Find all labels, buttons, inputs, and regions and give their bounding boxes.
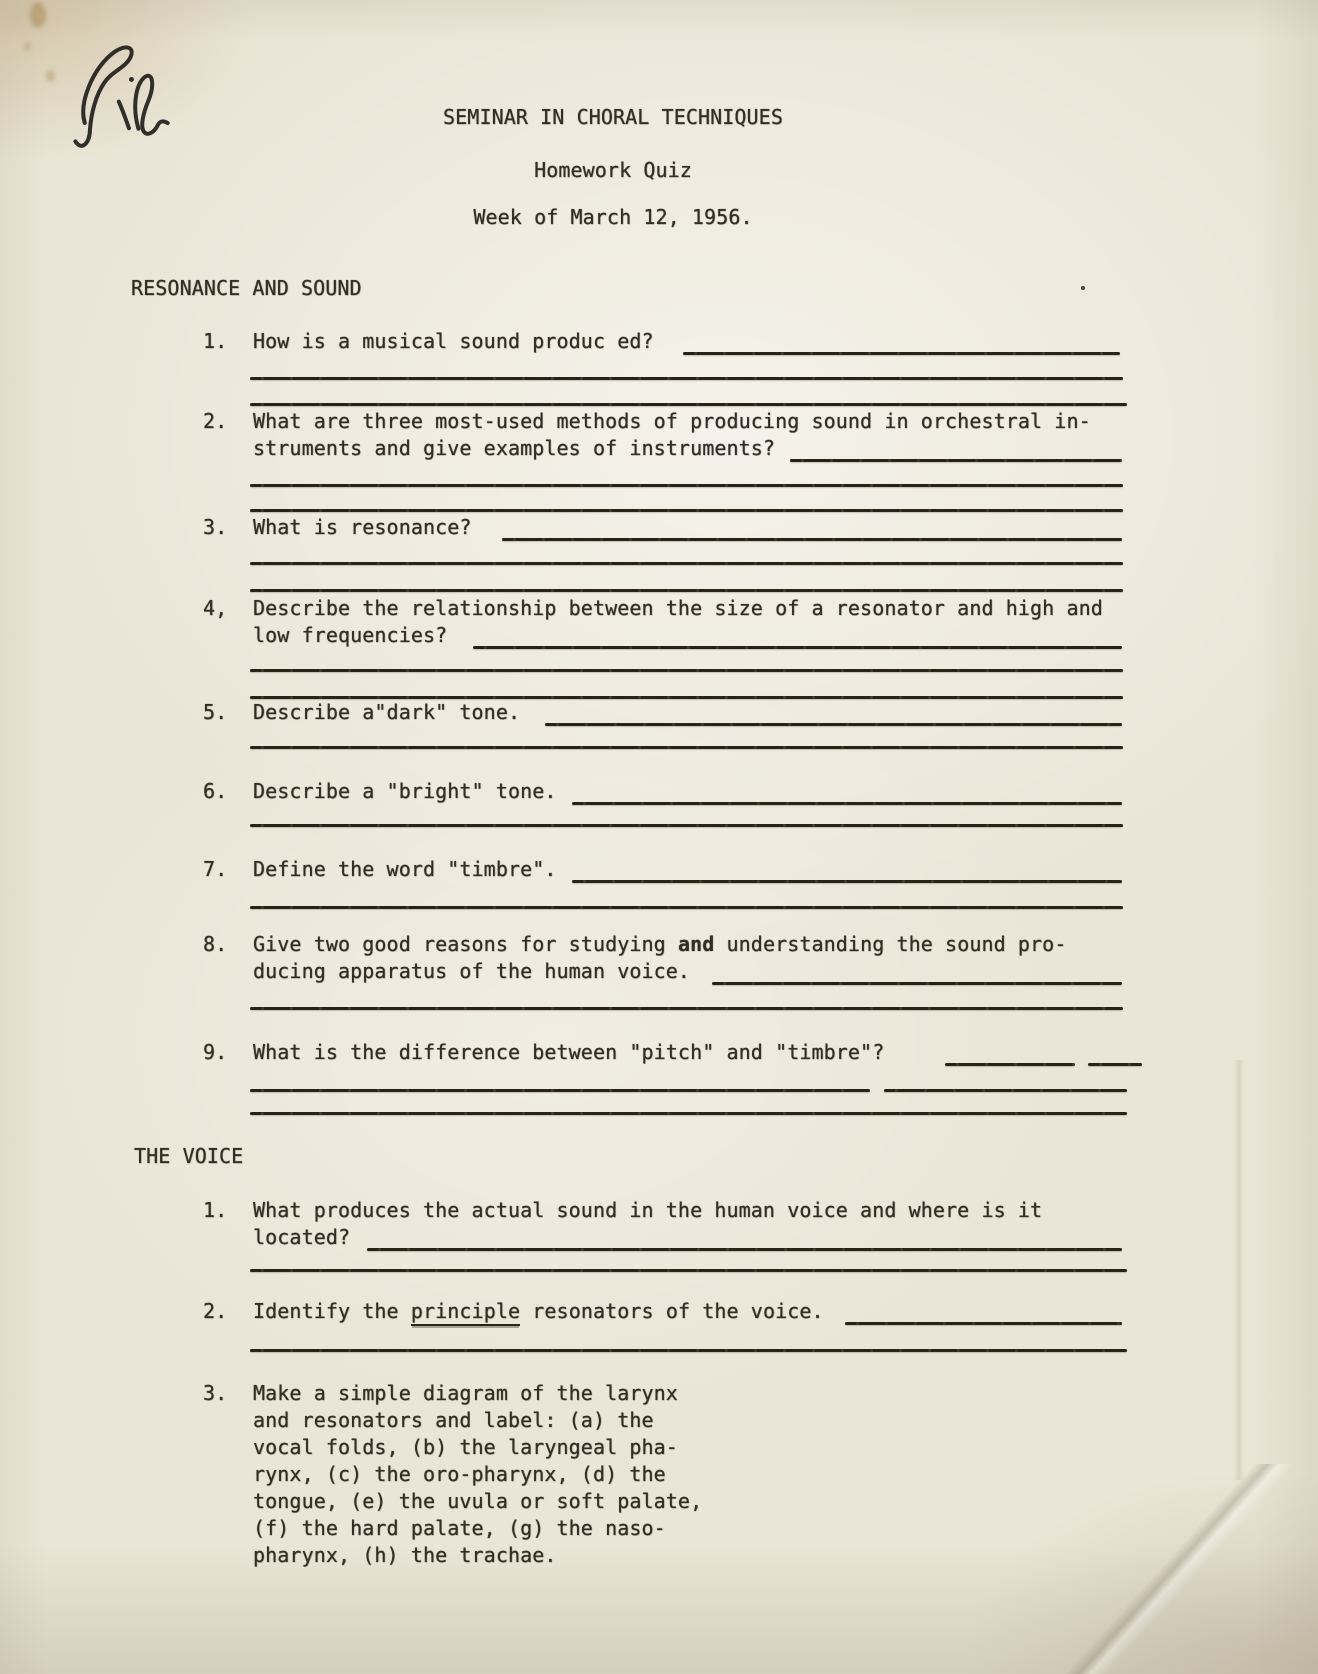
question-text: ducing apparatus of the human voice.	[253, 959, 691, 983]
answer-line	[250, 484, 1123, 487]
document-subtitle: Homework Quiz	[534, 158, 692, 182]
question-number: 8.	[203, 932, 228, 956]
question-number: 3.	[203, 515, 228, 539]
answer-line	[250, 1269, 1127, 1272]
question-text: struments and give examples of instruments?	[253, 436, 776, 460]
edge-crease	[1234, 1060, 1244, 1480]
answer-line	[473, 646, 1122, 649]
answer-line	[250, 1349, 1127, 1352]
section-heading: RESONANCE AND SOUND	[131, 276, 362, 300]
answer-line	[884, 1089, 1127, 1092]
question-number: 4,	[203, 596, 228, 620]
answer-line	[250, 669, 1123, 672]
paper-stain	[24, 42, 31, 51]
answer-line	[250, 696, 1123, 699]
answer-line	[545, 723, 1122, 726]
question-text: rynx, (c) the oro-pharynx, (d) the	[253, 1462, 666, 1486]
question-text-pre: Give two good reasons for studying	[253, 932, 678, 956]
document-title: SEMINAR IN CHORAL TECHNIQUES	[443, 105, 783, 129]
question-text-bold: and	[677, 932, 715, 956]
document-header	[0, 106, 1226, 128]
question-number: 6.	[203, 779, 228, 803]
question-number: 7.	[203, 857, 228, 881]
ink-speck	[1081, 286, 1085, 290]
question-text: What is resonance?	[253, 515, 472, 539]
answer-line	[250, 403, 1127, 406]
answer-line	[945, 1063, 1075, 1066]
answer-line	[250, 562, 1123, 565]
answer-line	[502, 538, 1122, 541]
question-number: 2.	[203, 409, 228, 433]
handwritten-file-annotation	[60, 26, 199, 165]
answer-line	[790, 459, 1122, 462]
answer-line	[250, 1007, 1123, 1010]
question-number: 1.	[203, 329, 228, 353]
question-text: What is the difference between "pitch" and "timbre"?	[253, 1040, 885, 1064]
question-text: pharynx, (h) the trachae.	[253, 1543, 557, 1567]
document-subtitle-wrap	[0, 159, 1226, 181]
answer-line	[250, 746, 1123, 749]
question-text	[253, 1300, 824, 1322]
question-number: 9.	[203, 1040, 228, 1064]
answer-line	[572, 880, 1122, 883]
question-text: (f) the hard palate, (g) the naso-	[253, 1516, 666, 1540]
answer-line	[250, 509, 1123, 512]
answer-line	[250, 1112, 1127, 1115]
answer-line	[572, 802, 1122, 805]
corner-crease	[1038, 1464, 1318, 1674]
document-date-wrap	[0, 206, 1226, 228]
question-text-underlined: principle	[411, 1299, 520, 1326]
question-text: Define the word "timbre".	[253, 857, 557, 881]
question-text: What are three most-used methods of producing sound in orchestral in-	[253, 409, 1091, 433]
document-date: Week of March 12, 1956.	[473, 205, 753, 229]
question-number: 2.	[203, 1299, 228, 1323]
question-text: Describe a "bright" tone.	[253, 779, 557, 803]
question-text: Describe the relationship between the size of a resonator and high and	[253, 596, 1103, 620]
question-text: How is a musical sound produc ed?	[253, 329, 654, 353]
answer-line	[683, 352, 1120, 355]
question-text	[253, 933, 1066, 955]
answer-line	[250, 906, 1123, 909]
paper-stain	[46, 70, 55, 82]
section-heading: THE VOICE	[134, 1144, 244, 1168]
question-text-pre: Identify the	[253, 1299, 411, 1323]
question-number: 5.	[203, 700, 228, 724]
question-text: tongue, (e) the uvula or soft palate,	[253, 1489, 703, 1513]
question-text: located?	[253, 1225, 351, 1249]
question-text-post: understanding the sound pro-	[714, 932, 1067, 956]
question-number: 3.	[203, 1381, 228, 1405]
question-text: Describe a"dark" tone.	[253, 700, 521, 724]
answer-line	[250, 377, 1123, 380]
question-text: What produces the actual sound in the human voice and where is it	[253, 1198, 1043, 1222]
question-text: and resonators and label: (a) the	[253, 1408, 654, 1432]
question-text-post: resonators of the voice.	[520, 1299, 824, 1323]
question-number: 1.	[203, 1198, 228, 1222]
answer-line	[250, 824, 1123, 827]
question-text: Make a simple diagram of the larynx	[253, 1381, 678, 1405]
answer-line	[845, 1322, 1122, 1325]
question-text: low frequencies?	[253, 623, 448, 647]
question-text: vocal folds, (b) the laryngeal pha-	[253, 1435, 678, 1459]
answer-line	[367, 1248, 1122, 1251]
answer-line	[250, 589, 1123, 592]
answer-line	[712, 982, 1122, 985]
answer-line	[250, 1089, 870, 1092]
paper-stain	[30, 2, 46, 28]
answer-line	[1088, 1063, 1142, 1066]
